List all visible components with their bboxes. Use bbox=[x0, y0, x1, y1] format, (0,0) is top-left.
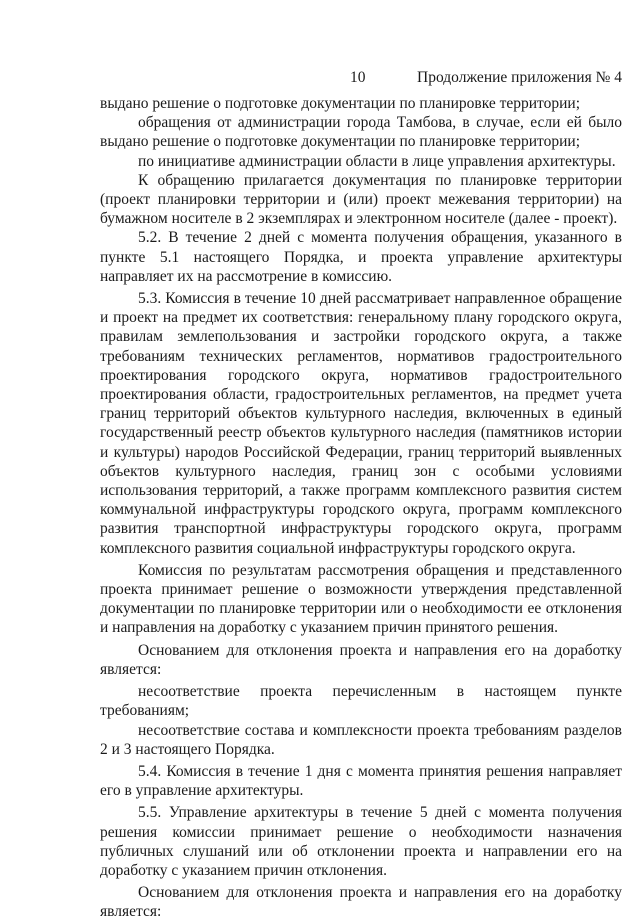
paragraph: по инициативе администрации области в лице управления архитектуры. bbox=[138, 152, 616, 170]
paragraph: выдано решение о подготовке документации по планировке территории; bbox=[100, 95, 581, 112]
paragraph: несоответствие проекта перечисленным в настоящем пункте требованиям; bbox=[100, 683, 622, 720]
paragraph: 5.4. Комиссия в течение 1 дня с момента принятия решения направляет его в управление архитектуры. bbox=[100, 762, 622, 800]
paragraph: 5.2. В течение 2 дней с момента получения обращения, указанного в пункте 5.1 настоящего Порядка, и проекта управление архитектуры направляет их на рассмотрение в комиссию. bbox=[100, 229, 622, 285]
paragraph: Основанием для отклонения проекта и направления его на доработку является: bbox=[100, 641, 622, 678]
paragraph: обращения от администрации города Тамбова, в случае, если ей было выдано решение о подготовке документации по планировке территории; bbox=[100, 114, 622, 151]
page-header bbox=[0, 67, 640, 89]
document-body bbox=[100, 94, 622, 922]
paragraph: Основанием для отклонения проекта и направления его на доработку является: bbox=[100, 884, 622, 921]
paragraph: несоответствие состава и комплексности проекта требованиям разделов 2 и 3 настоящего Порядка. bbox=[100, 721, 622, 758]
paragraph: 5.5. Управление архитектуры в течение 5 дней с момента получения решения комиссии принимает решение о необходимости назначения публичных слушаний или об отклонении проекта и направлении его на доработку с указанием причин отклонения. bbox=[100, 804, 622, 879]
paragraph: К обращению прилагается документация по планировке территории (проект планировки территории и (или) проект межевания территории) на бумажном носителе в 2 экземплярах и электронном носителе (далее - проект). bbox=[100, 171, 622, 228]
page-number: 10 bbox=[350, 69, 366, 86]
appendix-continuation-title: Продолжение приложения № 4 bbox=[417, 69, 622, 86]
paragraph: Комиссия по результатам рассмотрения обращения и представленного проекта принимает решение о возможности утверждения представленной документации по планировке территории или о необходимости ее отклонения и направления на доработку с указанием причин принятого решения. bbox=[100, 561, 622, 637]
paragraph: 5.3. Комиссия в течение 10 дней рассматривает направленное обращение и проект на предмет их соответствия: генеральному плану городского округа, правилам землепользования и застройки городского округа, а также требованиям технических регламентов, нормативов градостроительного проектирования городского округа, нормативов градостроительного проектирования области, градостроительных регламентов, на предмет учета границ территорий объектов культурного наследия, включенных в единый государственный реестр объектов культурного наследия (памятников истории и культуры) народов Российской Федерации, границ территорий выявленных объектов культурного наследия, границ зон с особыми условиями использования территорий, а также программ комплексного развития систем коммунальной инфраструктуры городского округа, программ комплексного развития транспортной инфраструктуры городского округа, программ комплексного развития социальной инфраструктуры городского округа. bbox=[100, 290, 622, 557]
